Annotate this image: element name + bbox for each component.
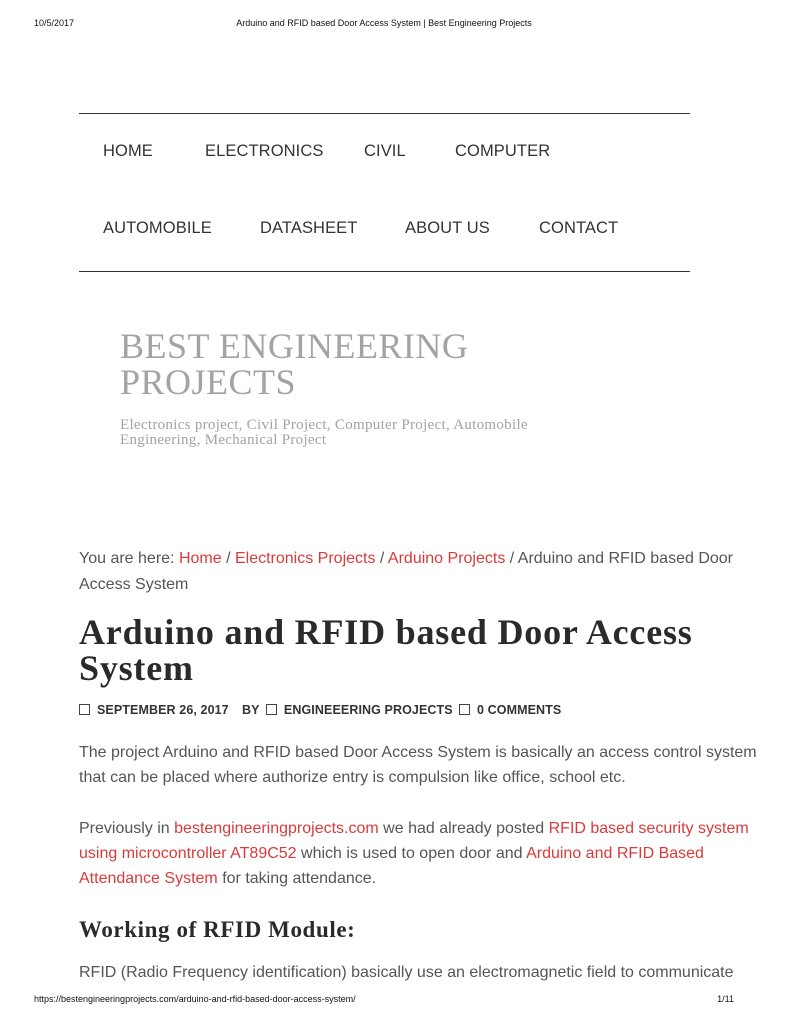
calendar-icon [79,704,90,715]
print-date: 10/5/2017 [34,18,75,28]
site-title[interactable] [120,328,680,400]
breadcrumb-home[interactable]: Home [178,550,222,567]
nav-row-1 [79,142,690,172]
breadcrumb-electronics[interactable]: Electronics Projects [234,550,376,567]
link-rfid-security-system[interactable]: RFID based security system using microcontroller AT89C52 [79,820,749,862]
site-title-line-1: BEST ENGINEERING [120,326,469,366]
section-heading-working-rfid: Working of RFID Module: [79,917,356,942]
nav-about-us[interactable]: ABOUT US [405,219,490,237]
print-page-number: 1/11 [717,994,734,1004]
post-title: Arduino and RFID based Door Access System [79,612,693,688]
print-url: https://bestengineeringprojects.com/arduino-and-rfid-based-door-access-system/ [34,994,356,1004]
post-comments[interactable]: 0 COMMENTS [459,703,561,717]
print-title: Arduino and RFID based Door Access System | Best Engineering Projects [236,18,532,28]
comment-icon [459,704,470,715]
breadcrumb [79,546,779,598]
user-icon [266,704,277,715]
body-paragraph-1: The project Arduino and RFID based Door Access System is basically an access control system that can be placed where authorize entry is compulsion like office, school etc. [79,744,757,786]
page-content [79,0,757,990]
breadcrumb-current: Arduino and RFID based Door Access System [79,550,733,593]
body-paragraph-3: RFID (Radio Frequency identification) basically use an electromagnetic field to communicate [79,964,734,981]
nav-automobile[interactable]: AUTOMOBILE [103,219,212,237]
link-rfid-attendance-system[interactable]: Arduino and RFID Based Attendance System [79,845,704,887]
nav-home[interactable]: HOME [103,142,153,160]
breadcrumb-separator: / [221,550,235,567]
site-description-line-2: Engineering, Mechanical Project [120,432,327,448]
breadcrumb-arduino[interactable]: Arduino Projects [387,550,506,567]
link-bestengineeringprojects[interactable]: bestengineeringprojects.com [174,820,379,837]
post-by-label: BY [242,703,260,717]
post-author[interactable] [242,703,453,717]
print-footer [0,994,768,1008]
breadcrumb-prefix: You are here: [79,550,179,567]
post-date: SEPTEMBER 26, 2017 [79,703,229,717]
nav-contact[interactable]: CONTACT [539,219,619,237]
breadcrumb-separator: / [505,550,518,567]
nav-electronics[interactable]: ELECTRONICS [205,142,324,160]
post-meta [79,703,690,721]
nav-computer[interactable]: COMPUTER [455,142,551,160]
nav-row-2 [79,219,690,249]
main-nav [79,113,690,272]
site-description-line-1: Electronics project, Civil Project, Computer Project, Automobile [120,417,528,433]
post-author-name[interactable]: ENGINEEERING PROJECTS [283,703,453,717]
nav-datasheet[interactable]: DATASHEET [260,219,358,237]
nav-civil[interactable]: CIVIL [364,142,406,160]
breadcrumb-separator: / [375,550,388,567]
body-paragraph-2: Previously in bestengineeringprojects.com we had already posted RFID based security system using microcontroller AT89C52 which is used to open door and Arduino and RFID Based Attendance System for taking attendance. [79,820,749,887]
site-title-line-2: PROJECTS [120,362,297,402]
site-description [120,418,660,448]
